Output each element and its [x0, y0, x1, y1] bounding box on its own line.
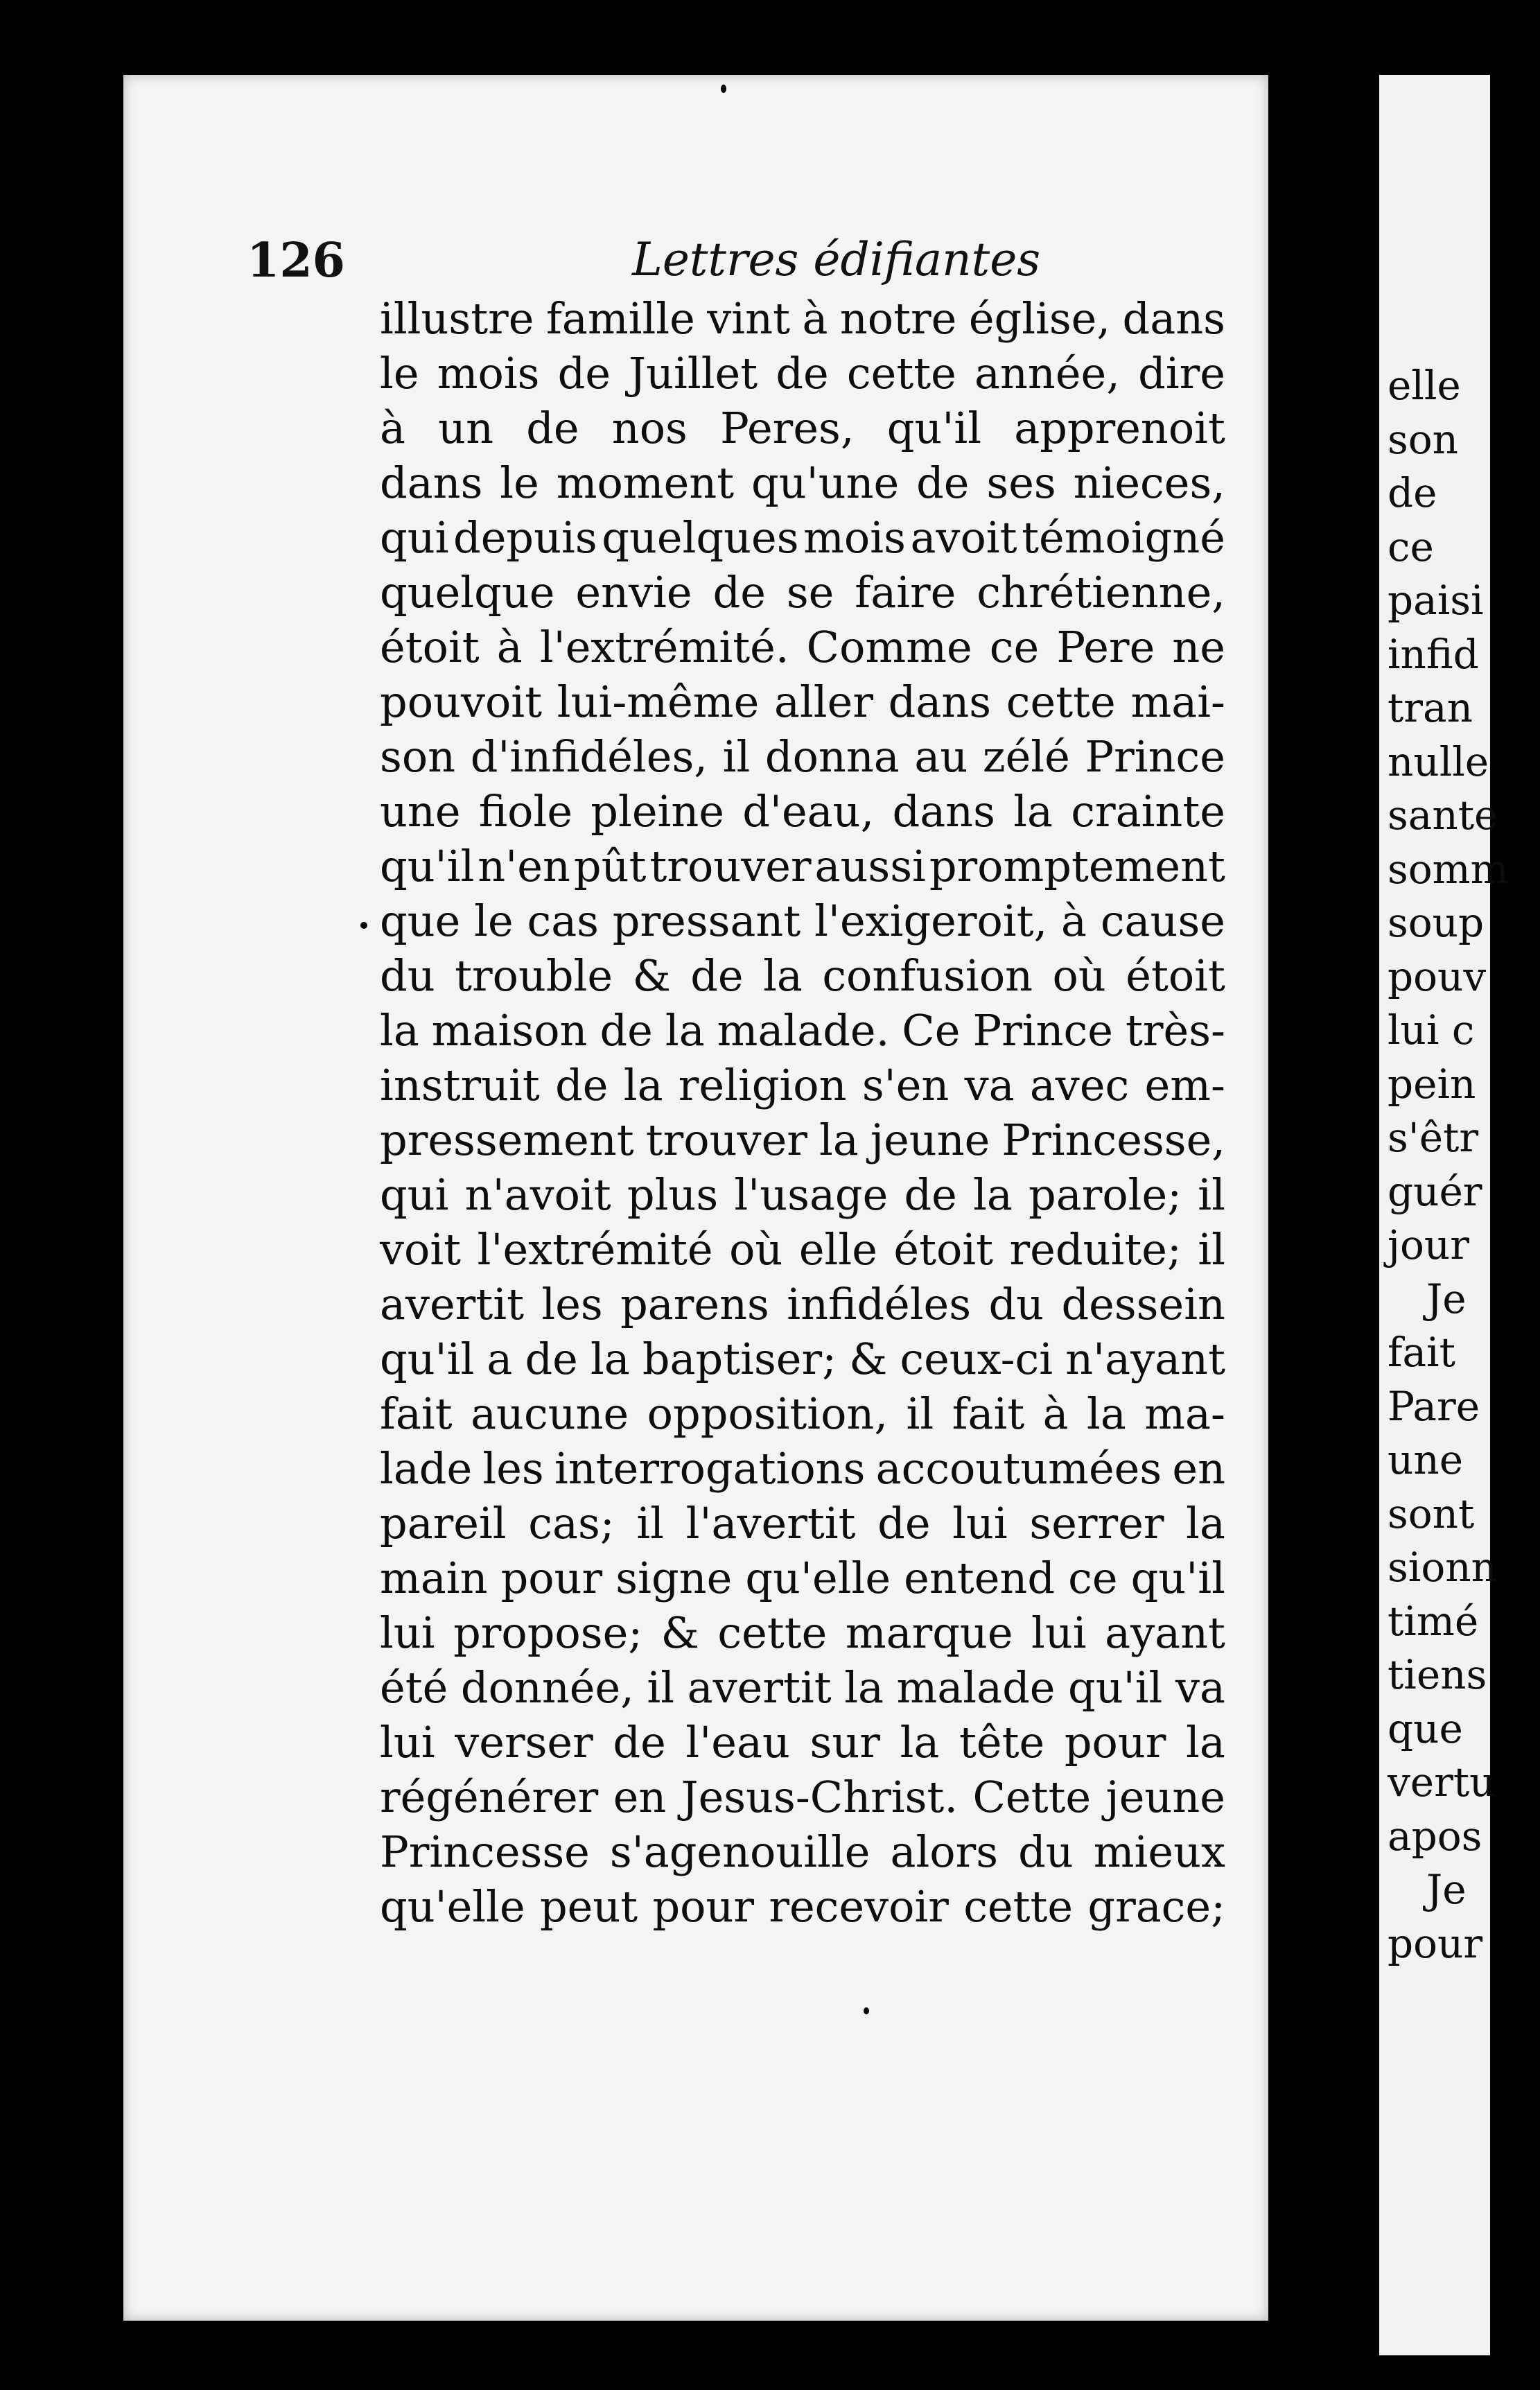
word: qui: [380, 1169, 449, 1220]
word: signe: [615, 1553, 733, 1603]
word: une: [380, 786, 461, 837]
word: son: [380, 731, 456, 782]
word: donnée,: [460, 1662, 634, 1713]
word: un: [438, 403, 494, 453]
word: tête: [959, 1717, 1045, 1768]
word: il: [906, 1388, 934, 1439]
word: se: [786, 567, 834, 618]
word: recevoir: [769, 1881, 949, 1932]
facing-text-line: Je: [1426, 1866, 1467, 1913]
facing-text-line: s'êtr: [1388, 1114, 1479, 1161]
word: apprenoit: [1014, 403, 1225, 453]
facing-text-line: pour: [1388, 1919, 1483, 1967]
facing-page-text: [1388, 359, 1540, 1971]
word: cette: [846, 348, 956, 399]
page-number: 126: [247, 233, 345, 288]
word: trouver: [649, 841, 812, 891]
word: propose;: [453, 1607, 643, 1658]
word: notre: [839, 293, 957, 344]
text-line: [380, 1003, 1225, 1058]
word: lui: [380, 1607, 435, 1658]
word: étoit: [1126, 950, 1225, 1001]
word: infidéles: [787, 1279, 972, 1329]
word: a: [487, 1334, 513, 1384]
word: nieces,: [1073, 457, 1225, 508]
word: cette: [963, 1881, 1074, 1932]
word: du: [380, 950, 435, 1001]
word: à: [380, 403, 405, 453]
word: &: [632, 950, 671, 1001]
word: l'exigeroit,: [814, 896, 1048, 946]
text-line: [380, 620, 1225, 674]
word: dans: [1122, 293, 1225, 344]
word: cas: [527, 896, 599, 946]
word: de: [600, 1005, 653, 1056]
word: famille: [545, 293, 695, 344]
word: où: [729, 1224, 783, 1275]
word: l'eau: [685, 1717, 790, 1768]
ink-speck: [721, 85, 726, 93]
word: église,: [968, 293, 1111, 344]
word: religion: [678, 1060, 847, 1110]
text-line: [380, 455, 1225, 510]
word: la: [1087, 1388, 1126, 1439]
text-line: [380, 1386, 1225, 1441]
word: pressement: [380, 1115, 634, 1165]
word: accoutumées: [875, 1443, 1162, 1494]
word: alors: [890, 1826, 999, 1877]
text-line: [380, 948, 1225, 1003]
word: quelques: [602, 512, 799, 563]
word: ma-: [1144, 1388, 1225, 1439]
word: la: [665, 1005, 705, 1056]
word: étoit: [893, 1224, 994, 1275]
word: sur: [810, 1717, 880, 1768]
word: zélé: [982, 731, 1070, 782]
word: de: [526, 403, 579, 453]
word: mai-: [1130, 677, 1225, 727]
word: du: [988, 1279, 1044, 1329]
word: la: [819, 1115, 859, 1165]
word: marque: [845, 1607, 1013, 1658]
text-line: [380, 1605, 1225, 1660]
word: fait: [952, 1388, 1025, 1439]
text-line: [380, 346, 1225, 401]
word: ses: [986, 457, 1056, 508]
word: nos: [611, 403, 688, 453]
word: ceux-ci: [900, 1334, 1053, 1384]
word: la: [1186, 1498, 1225, 1549]
word: cas;: [528, 1498, 615, 1549]
facing-text-line: Pare: [1388, 1382, 1480, 1430]
facing-text-line: sionn: [1388, 1544, 1497, 1591]
word: reduite;: [1009, 1224, 1182, 1275]
word: Cette: [972, 1772, 1092, 1822]
word: moment: [556, 457, 735, 508]
word: pleine: [590, 786, 724, 837]
word: Princesse: [380, 1826, 590, 1877]
word: chrétienne,: [977, 567, 1225, 618]
word: à: [1061, 896, 1087, 946]
word: instruit: [380, 1060, 540, 1110]
word: avertit: [687, 1662, 832, 1713]
word: le: [500, 457, 539, 508]
word: étoit: [380, 622, 480, 672]
word: &: [849, 1334, 888, 1384]
word: été: [380, 1662, 448, 1713]
word: qu'il: [1130, 1553, 1225, 1603]
word: jeune: [1105, 1772, 1225, 1822]
word: promptement: [929, 841, 1225, 891]
facing-text-line: apos: [1388, 1812, 1482, 1860]
word: aller: [774, 677, 873, 727]
word: dessein: [1061, 1279, 1225, 1329]
word: n'avoit: [464, 1169, 611, 1220]
word: cette: [717, 1607, 828, 1658]
word: dans: [892, 786, 995, 837]
text-line: [380, 1824, 1225, 1879]
word: Pere: [1056, 622, 1155, 672]
facing-text-line: nulle: [1388, 738, 1489, 785]
word: la: [973, 1169, 1013, 1220]
text-line: [380, 1770, 1225, 1824]
text-line: [380, 839, 1225, 893]
facing-text-line: pouv: [1388, 952, 1487, 1000]
word: mieux: [1093, 1826, 1225, 1877]
word: faire: [855, 567, 956, 618]
facing-text-line: guér: [1388, 1167, 1482, 1215]
facing-text-line: vertu: [1388, 1759, 1496, 1806]
word: opposition,: [647, 1388, 889, 1439]
text-line: [380, 401, 1225, 455]
text-line: [380, 1058, 1225, 1113]
word: Prince: [972, 1005, 1113, 1056]
word: s'agenouille: [609, 1826, 870, 1877]
word: interrogations: [554, 1443, 866, 1494]
running-title: Lettres édifiantes: [632, 233, 1041, 286]
word: maison: [431, 1005, 588, 1056]
facing-text-line: sante: [1388, 792, 1498, 839]
word: va: [964, 1060, 1015, 1110]
word: en: [613, 1772, 667, 1822]
word: l'avertit: [685, 1498, 856, 1549]
word: la: [380, 1005, 419, 1056]
word: pouvoit: [380, 677, 543, 727]
facing-text-line: que: [1388, 1704, 1463, 1752]
word: fiole: [478, 786, 573, 837]
word: Peres,: [720, 403, 855, 453]
word: Comme: [806, 622, 972, 672]
word: ce: [989, 622, 1040, 672]
word: peut: [539, 1881, 638, 1932]
word: qu'il: [380, 1334, 475, 1384]
word: Prince: [1085, 731, 1225, 782]
word: em-: [1144, 1060, 1225, 1110]
text-line: [380, 1332, 1225, 1386]
word: de: [525, 1334, 578, 1384]
text-line: [380, 1441, 1225, 1496]
word: jeune: [870, 1115, 990, 1165]
word: serrer: [1029, 1498, 1164, 1549]
text-line: [380, 1660, 1225, 1715]
facing-text-line: de: [1388, 469, 1437, 516]
word: parens: [620, 1279, 769, 1329]
word: de: [776, 348, 829, 399]
word: il: [647, 1662, 675, 1713]
word: verser: [455, 1717, 593, 1768]
text-line: [380, 291, 1225, 346]
word: grace;: [1087, 1881, 1225, 1932]
word: où: [1052, 950, 1106, 1001]
word: main: [380, 1553, 488, 1603]
word: qu'il: [1068, 1662, 1163, 1713]
facing-text-line: tiens: [1388, 1651, 1487, 1698]
body-text: [380, 291, 1225, 1934]
word: &: [660, 1607, 699, 1658]
word: confusion: [822, 950, 1033, 1001]
facing-text-line: infid: [1388, 630, 1479, 678]
word: régénérer: [380, 1772, 599, 1822]
word: envie: [575, 567, 692, 618]
word: en: [1172, 1443, 1225, 1494]
text-line: [380, 729, 1225, 784]
word: Juillet: [629, 348, 758, 399]
word: quelque: [380, 567, 555, 618]
word: trouver: [645, 1115, 807, 1165]
word: baptiser;: [642, 1334, 837, 1384]
word: de: [877, 1498, 931, 1549]
text-line: [380, 674, 1225, 729]
facing-text-line: ce: [1388, 523, 1434, 570]
text-line: [380, 1277, 1225, 1332]
facing-page: [1379, 75, 1509, 2355]
word: crainte: [1071, 786, 1225, 837]
word: lade: [380, 1443, 473, 1494]
word: il: [1198, 1224, 1225, 1275]
word: n'ayant: [1065, 1334, 1225, 1384]
word: pareil: [380, 1498, 507, 1549]
word: n'en: [478, 841, 570, 891]
word: d'eau,: [742, 786, 875, 837]
text-line: [380, 1222, 1225, 1277]
ink-speck: [864, 2007, 869, 2014]
facing-text-line: somm: [1388, 845, 1509, 893]
word: la: [1013, 786, 1053, 837]
word: Ce: [902, 1005, 961, 1056]
word: pour: [500, 1553, 603, 1603]
facing-text-line: pein: [1388, 1060, 1476, 1108]
facing-text-line: fait: [1388, 1329, 1455, 1376]
word: la: [590, 1334, 630, 1384]
word: dire: [1138, 348, 1225, 399]
word: de: [555, 1060, 609, 1110]
word: le: [380, 348, 419, 399]
word: d'infidéles,: [470, 731, 708, 782]
text-line: [380, 1167, 1225, 1222]
ink-speck: [360, 922, 367, 929]
word: qui: [380, 512, 449, 563]
word: il: [636, 1498, 664, 1549]
word: témoigné: [1022, 512, 1225, 563]
word: depuis: [453, 512, 597, 563]
text-line: [380, 565, 1225, 620]
word: parole;: [1029, 1169, 1182, 1220]
word: lui-même: [557, 677, 760, 727]
facing-text-line: une: [1388, 1436, 1464, 1483]
word: ayant: [1105, 1607, 1225, 1658]
word: cause: [1100, 896, 1225, 946]
word: aussi: [814, 841, 926, 891]
word: avertit: [380, 1279, 524, 1329]
word: qu'il: [380, 841, 475, 891]
word: le: [474, 896, 514, 946]
word: voit: [380, 1224, 462, 1275]
word: de: [613, 1717, 666, 1768]
word: vint: [707, 293, 790, 344]
word: l'extrémité.: [539, 622, 789, 672]
word: l'extrémité: [477, 1224, 713, 1275]
word: au: [914, 731, 968, 782]
word: fait: [380, 1388, 453, 1439]
word: du: [1018, 1826, 1074, 1877]
facing-text-line: son: [1388, 415, 1459, 463]
word: cette: [1006, 677, 1116, 727]
word: dans: [888, 677, 992, 727]
word: trouble: [455, 950, 613, 1001]
word: illustre: [380, 293, 534, 344]
word: il: [1198, 1169, 1225, 1220]
word: mois: [803, 512, 906, 563]
word: qu'une: [751, 457, 900, 508]
word: à: [496, 622, 523, 672]
word: il: [722, 731, 751, 782]
word: l'usage: [734, 1169, 889, 1220]
word: qu'il: [886, 403, 982, 453]
word: qu'elle: [380, 1881, 525, 1932]
word: les: [541, 1279, 603, 1329]
facing-text-line: paisi: [1388, 577, 1484, 624]
word: Princesse,: [1001, 1115, 1225, 1165]
word: qu'elle: [745, 1553, 891, 1603]
word: malade.: [717, 1005, 890, 1056]
text-line: [380, 784, 1225, 839]
word: la: [623, 1060, 663, 1110]
word: de: [557, 348, 611, 399]
text-line: [380, 1879, 1225, 1934]
word: ce: [1068, 1553, 1118, 1603]
facing-text-line: sont: [1388, 1490, 1475, 1537]
word: les: [482, 1443, 544, 1494]
facing-text-line: tran: [1388, 684, 1473, 731]
text-line: [380, 893, 1225, 948]
word: de: [916, 457, 970, 508]
word: pût: [573, 841, 647, 891]
word: pour: [652, 1881, 755, 1932]
word: année,: [974, 348, 1120, 399]
word: mois: [437, 348, 540, 399]
text-line: [380, 1496, 1225, 1551]
text-line: [380, 1715, 1225, 1770]
word: très-: [1125, 1005, 1225, 1056]
word: dans: [380, 457, 483, 508]
text-line: [380, 510, 1225, 565]
word: la: [844, 1662, 884, 1713]
word: va: [1175, 1662, 1225, 1713]
word: de: [904, 1169, 957, 1220]
word: la: [763, 950, 803, 1001]
word: lui: [1031, 1607, 1087, 1658]
facing-text-line: jour: [1388, 1221, 1469, 1268]
word: pour: [1064, 1717, 1166, 1768]
word: lui: [380, 1717, 435, 1768]
word: à: [802, 293, 828, 344]
word: Jesus-Christ.: [681, 1772, 959, 1822]
word: malade: [896, 1662, 1056, 1713]
word: de: [712, 567, 766, 618]
word: plus: [627, 1169, 719, 1220]
word: lui: [952, 1498, 1008, 1549]
word: avec: [1029, 1060, 1130, 1110]
text-line: [380, 1551, 1225, 1605]
word: avoit: [910, 512, 1017, 563]
word: elle: [798, 1224, 877, 1275]
word: s'en: [861, 1060, 950, 1110]
word: que: [380, 896, 461, 946]
facing-text-line: lui c: [1388, 1006, 1475, 1054]
word: de: [690, 950, 744, 1001]
facing-text-line: timé: [1388, 1597, 1479, 1645]
word: aucune: [471, 1388, 629, 1439]
word: la: [900, 1717, 940, 1768]
facing-text-line: Je: [1426, 1275, 1467, 1323]
word: ne: [1172, 622, 1225, 672]
word: pressant: [612, 896, 801, 946]
word: entend: [904, 1553, 1056, 1603]
facing-text-line: soup: [1388, 899, 1485, 946]
word: à: [1042, 1388, 1069, 1439]
text-line: [380, 1113, 1225, 1167]
word: donna: [764, 731, 900, 782]
facing-text-line: elle: [1388, 362, 1461, 409]
word: la: [1186, 1717, 1225, 1768]
